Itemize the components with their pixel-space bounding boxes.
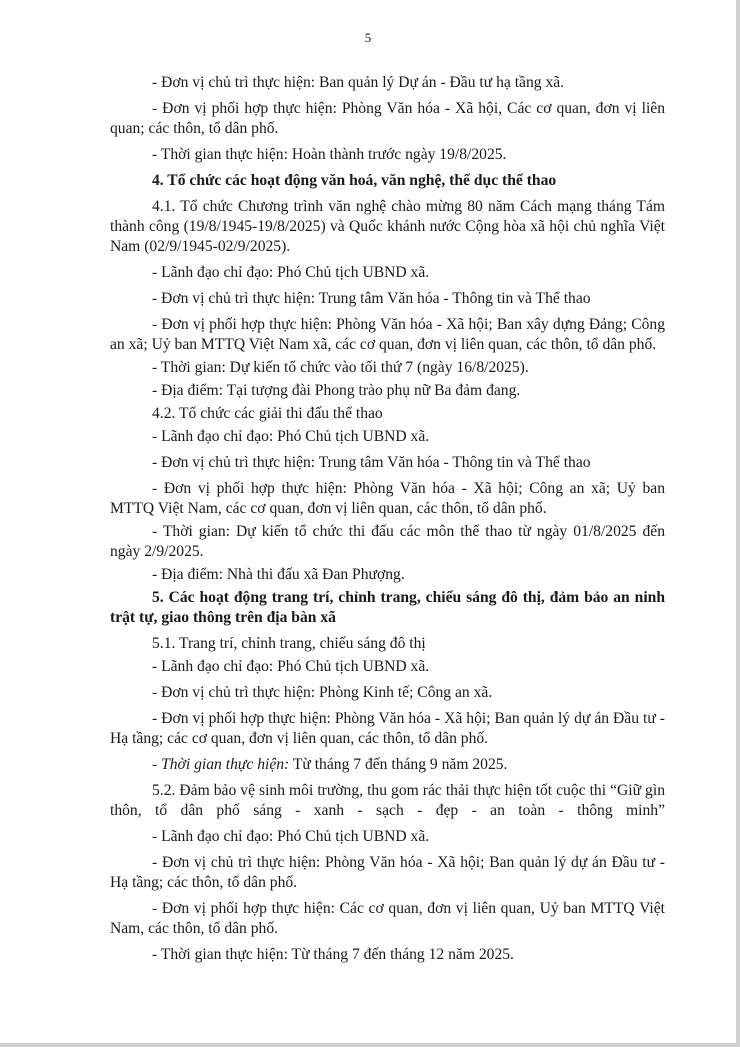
paragraph: 4.1. Tổ chức Chương trình văn nghệ chào mừng 80 năm Cách mạng tháng Tám thành công (19/8/1945-19/8/2025) và Quốc khánh nước Cộng hòa xã hội chủ nghĩa Việt Nam (02/9/1945-02/9/2025).	[110, 198, 665, 255]
paragraph: - Thời gian: Dự kiến tổ chức thi đấu các môn thể thao từ ngày 01/8/2025 đến ngày 2/9/2025.	[110, 523, 665, 560]
paragraph: - Địa điểm: Nhà thi đấu xã Đan Phượng.	[152, 566, 405, 583]
paragraph: 5.1. Trang trí, chỉnh trang, chiếu sáng đô thị	[152, 635, 426, 652]
paragraph: - Địa điểm: Tại tượng đài Phong trào phụ nữ Ba đảm đang.	[152, 382, 521, 399]
italic-label-value: Từ tháng 7 đến tháng 9 năm 2025.	[289, 756, 508, 773]
paragraph: - Đơn vị chủ trì thực hiện: Trung tâm Văn hóa - Thông tin và Thể thao	[152, 454, 591, 471]
paragraph: - Lãnh đạo chỉ đạo: Phó Chủ tịch UBND xã.	[152, 658, 430, 675]
page-number: 5	[364, 30, 372, 45]
paragraph: - Thời gian thực hiện: Từ tháng 7 đến tháng 12 năm 2025.	[152, 946, 514, 963]
paragraph: - Đơn vị phối hợp thực hiện: Các cơ quan, đơn vị liên quan, Uỷ ban MTTQ Việt Nam, các thôn, tổ dân phố.	[110, 900, 665, 937]
paragraph: - Đơn vị phối hợp thực hiện: Phòng Văn hóa - Xã hội; Ban xây dựng Đảng; Công an xã; Uỷ ban MTTQ Việt Nam xã, các cơ quan, đơn vị liên quan, các thôn, tổ dân phố.	[110, 316, 665, 353]
paragraph: - Đơn vị phối hợp thực hiện: Phòng Văn hóa - Xã hội, Các cơ quan, đơn vị liên quan; các thôn, tổ dân phố.	[110, 100, 665, 137]
paragraph: - Lãnh đạo chỉ đạo: Phó Chủ tịch UBND xã.	[152, 428, 430, 445]
section-heading-5: 5. Các hoạt động trang trí, chỉnh trang, chiếu sáng đô thị, đảm bảo an ninh trật tự, giao thông trên địa bàn xã	[110, 589, 665, 626]
paragraph: - Thời gian: Dự kiến tổ chức vào tối thứ 7 (ngày 16/8/2025).	[152, 359, 529, 376]
paragraph: - Đơn vị chủ trì thực hiện: Ban quản lý Dự án - Đầu tư hạ tầng xã.	[152, 74, 565, 91]
section-heading-4: 4. Tổ chức các hoạt động văn hoá, văn nghệ, thể dục thể thao	[152, 172, 557, 189]
paragraph: 5.2. Đảm bảo vệ sinh môi trường, thu gom rác thải thực hiện tốt cuộc thi “Giữ gìn thôn, tổ dân phố sáng - xanh - sạch - đẹp - an toàn - thông minh”	[110, 782, 665, 819]
paragraph: - Đơn vị chủ trì thực hiện: Trung tâm Văn hóa - Thông tin và Thể thao	[152, 290, 591, 307]
paragraph: - Đơn vị phối hợp thực hiện: Phòng Văn hóa - Xã hội; Ban quản lý dự án Đầu tư - Hạ tầng; các cơ quan, đơn vị liên quan, các thôn, tổ dân phố.	[110, 710, 665, 747]
paragraph: - Đơn vị chủ trì thực hiện: Phòng Văn hóa - Xã hội; Ban quản lý dự án Đầu tư - Hạ tầng; các thôn, tổ dân phố.	[110, 854, 665, 891]
paragraph: - Lãnh đạo chỉ đạo: Phó Chủ tịch UBND xã.	[152, 264, 430, 281]
document-body	[110, 73, 665, 971]
paragraph: - Lãnh đạo chỉ đạo: Phó Chủ tịch UBND xã.	[152, 828, 430, 845]
paragraph: 4.2. Tổ chức các giải thi đấu thể thao	[152, 405, 383, 422]
paragraph: - Thời gian thực hiện: Hoàn thành trước ngày 19/8/2025.	[152, 146, 507, 163]
italic-label: - Thời gian thực hiện:	[152, 756, 290, 773]
paragraph: - Đơn vị chủ trì thực hiện: Phòng Kinh tế; Công an xã.	[152, 684, 493, 701]
paragraph	[110, 755, 665, 775]
paragraph: - Đơn vị phối hợp thực hiện: Phòng Văn hóa - Xã hội; Công an xã; Uỷ ban MTTQ Việt Nam, các cơ quan, đơn vị liên quan, các thôn, tổ dân phố.	[110, 480, 665, 517]
